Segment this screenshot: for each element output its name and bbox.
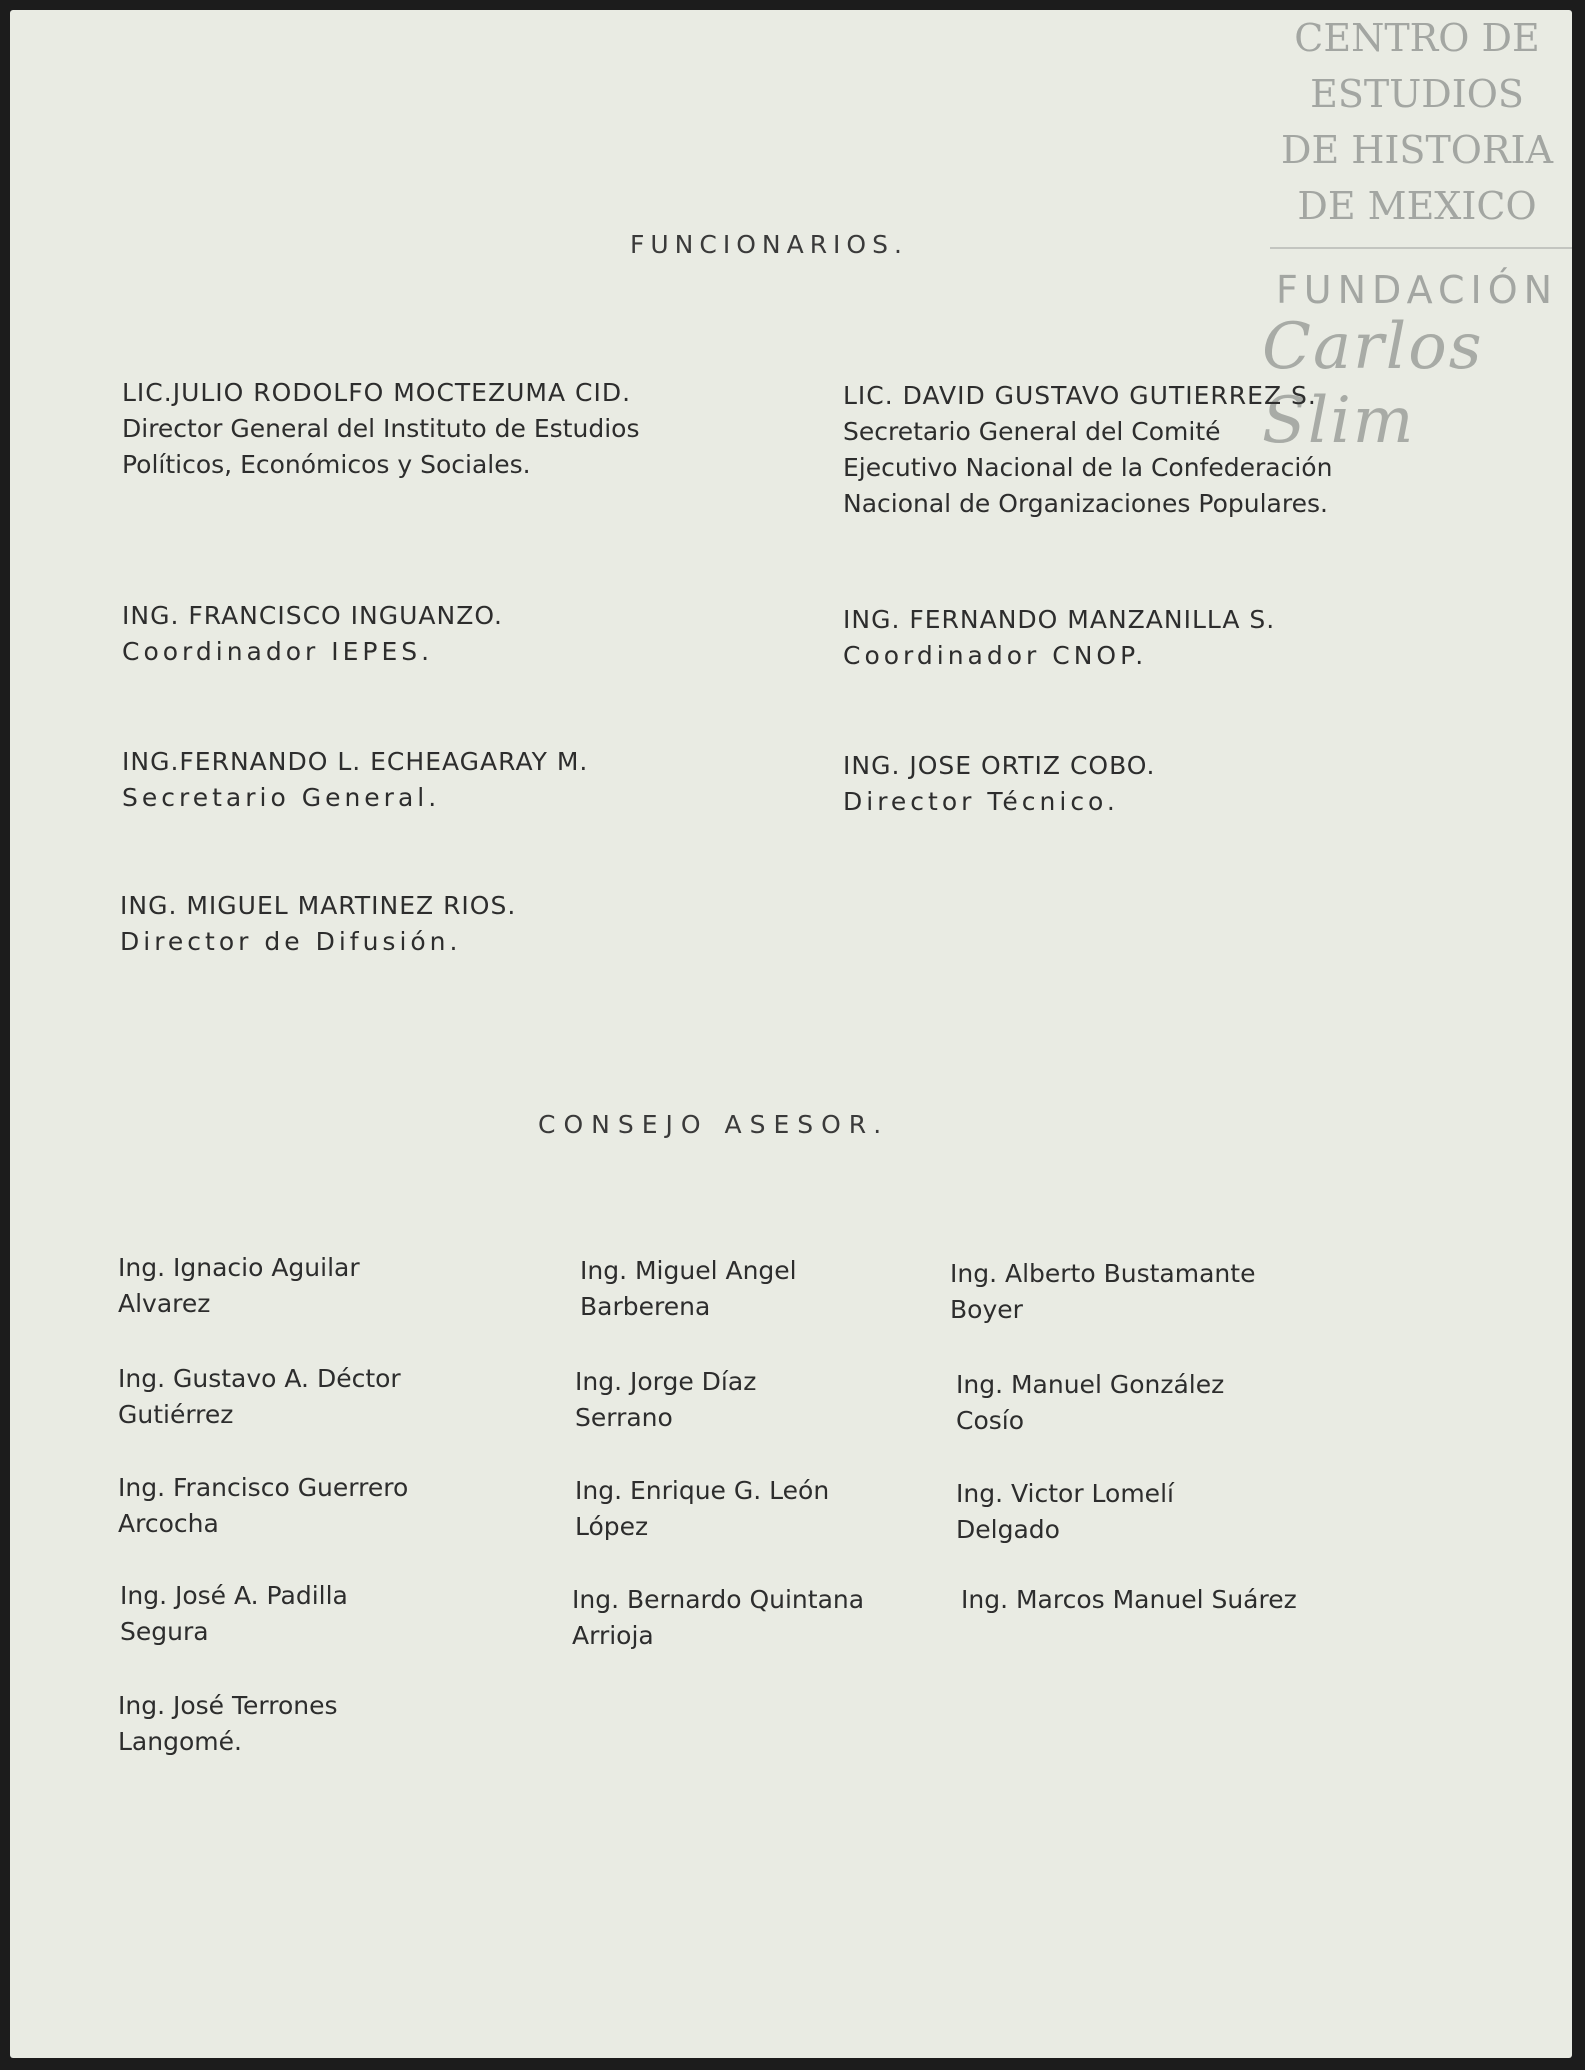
official-entry bbox=[122, 598, 503, 670]
advisor-entry bbox=[118, 1470, 408, 1542]
document-page bbox=[10, 10, 1572, 2058]
stamp-signature: Carlos Slim bbox=[1262, 310, 1484, 458]
advisor-name-line: Langomé. bbox=[118, 1727, 242, 1756]
stamp-line: DE HISTORIA bbox=[1280, 128, 1554, 172]
official-entry bbox=[122, 744, 588, 816]
official-title-line: Nacional de Organizaciones Populares. bbox=[843, 489, 1328, 518]
official-entry bbox=[843, 378, 1332, 522]
advisor-name-line: Barberena bbox=[580, 1292, 711, 1321]
advisor-name-line: Boyer bbox=[950, 1295, 1023, 1324]
advisor-name-line: Segura bbox=[120, 1617, 209, 1646]
official-title-line: Secretario General. bbox=[122, 783, 441, 812]
official-title-line: Director de Difusión. bbox=[120, 927, 462, 956]
advisor-name-line: Ing. Enrique G. León bbox=[575, 1476, 830, 1505]
advisor-name-line: Ing. José A. Padilla bbox=[120, 1581, 348, 1610]
advisor-name-line: Arcocha bbox=[118, 1509, 219, 1538]
advisor-entry bbox=[950, 1256, 1255, 1328]
advisor-name-line: Ing. Manuel González bbox=[956, 1370, 1225, 1399]
archive-stamp bbox=[1262, 10, 1572, 458]
advisor-entry bbox=[572, 1582, 864, 1654]
advisor-name-line: Ing. Bernardo Quintana bbox=[572, 1585, 865, 1614]
official-name: ING. FERNANDO MANZANILLA S. bbox=[843, 605, 1276, 634]
official-entry bbox=[843, 748, 1155, 820]
official-name: ING. FRANCISCO INGUANZO. bbox=[122, 601, 503, 630]
advisor-entry bbox=[575, 1473, 829, 1545]
advisor-name-line: Ing. Victor Lomelí bbox=[956, 1479, 1174, 1508]
official-title-line: Secretario General del Comité bbox=[843, 417, 1221, 446]
section-heading-consejo: CONSEJO ASESOR. bbox=[538, 1110, 890, 1139]
advisor-entry bbox=[956, 1367, 1224, 1439]
advisor-name-line: Ing. Miguel Angel bbox=[580, 1256, 797, 1285]
advisor-name-line: Ing. Francisco Guerrero bbox=[118, 1473, 409, 1502]
advisor-entry bbox=[118, 1250, 360, 1322]
advisor-entry bbox=[961, 1582, 1297, 1618]
advisor-entry bbox=[580, 1253, 797, 1325]
advisor-name-line: Ing. Ignacio Aguilar bbox=[118, 1253, 360, 1282]
official-name: LIC. DAVID GUSTAVO GUTIERREZ S. bbox=[843, 381, 1317, 410]
official-entry bbox=[122, 375, 639, 483]
advisor-entry bbox=[956, 1476, 1174, 1548]
advisor-name-line: Serrano bbox=[575, 1403, 673, 1432]
advisor-name-line: Ing. Jorge Díaz bbox=[575, 1367, 757, 1396]
advisor-name-line: Ing. Marcos Manuel Suárez bbox=[961, 1585, 1297, 1614]
official-name: LIC.JULIO RODOLFO MOCTEZUMA CID. bbox=[122, 378, 632, 407]
section-heading-funcionarios: FUNCIONARIOS. bbox=[630, 230, 908, 259]
official-title-line: Ejecutivo Nacional de la Confederación bbox=[843, 453, 1333, 482]
advisor-name-line: Alvarez bbox=[118, 1289, 211, 1318]
official-title-line: Coordinador IEPES. bbox=[122, 637, 434, 666]
official-name: ING. MIGUEL MARTINEZ RIOS. bbox=[120, 891, 517, 920]
advisor-name-line: Gutiérrez bbox=[118, 1400, 234, 1429]
official-entry bbox=[843, 602, 1275, 674]
official-title-line: Coordinador CNOP. bbox=[843, 641, 1148, 670]
stamp-divider bbox=[1270, 247, 1572, 249]
official-title-line: Políticos, Económicos y Sociales. bbox=[122, 450, 531, 479]
advisor-name-line: Ing. Alberto Bustamante bbox=[950, 1259, 1256, 1288]
advisor-name-line: Arrioja bbox=[572, 1621, 654, 1650]
stamp-line: ESTUDIOS bbox=[1310, 72, 1524, 116]
advisor-entry bbox=[118, 1688, 338, 1760]
official-title-line: Director General del Instituto de Estudios bbox=[122, 414, 640, 443]
advisor-entry bbox=[575, 1364, 756, 1436]
stamp-line: CENTRO DE bbox=[1294, 16, 1540, 60]
advisor-name-line: Delgado bbox=[956, 1515, 1060, 1544]
advisor-name-line: Cosío bbox=[956, 1406, 1025, 1435]
advisor-name-line: Ing. Gustavo A. Déctor bbox=[118, 1364, 401, 1393]
advisor-entry bbox=[118, 1361, 401, 1433]
official-title-line: Director Técnico. bbox=[843, 787, 1119, 816]
stamp-line: DE MEXICO bbox=[1297, 184, 1537, 228]
advisor-entry bbox=[120, 1578, 348, 1650]
advisor-name-line: Ing. José Terrones bbox=[118, 1691, 338, 1720]
advisor-name-line: López bbox=[575, 1512, 649, 1541]
official-entry bbox=[120, 888, 516, 960]
official-name: ING. JOSE ORTIZ COBO. bbox=[843, 751, 1156, 780]
official-name: ING.FERNANDO L. ECHEAGARAY M. bbox=[122, 747, 589, 776]
stamp-foundation: FUNDACIÓN bbox=[1275, 268, 1559, 312]
